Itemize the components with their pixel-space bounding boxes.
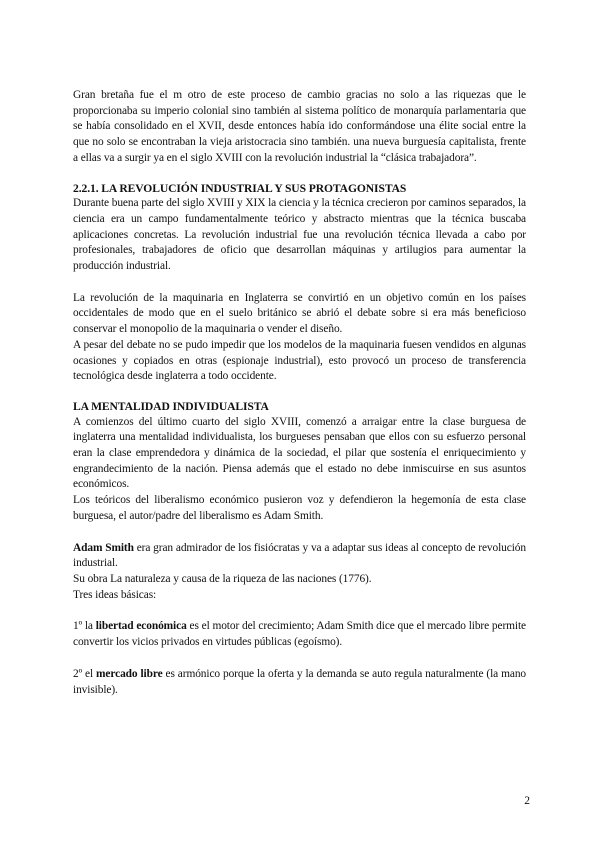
paragraph-adam-smith [73,541,526,572]
adam-smith-name: Adam Smith [73,541,134,554]
adam-smith-text: era gran admirador de los fisiócratas y va a adaptar sus ideas al concepto de revolución industrial. [73,541,526,570]
page-body [73,88,526,698]
paragraph-bourgeois-mentality: A comienzos del último cuarto del siglo XVIII, comenzó a arraigar entre la clase burguesa de inglaterra una mentalidad individualista, los burgueses pensaban que ellos con su esfuerzo personal eran la clase emprendedora y dinámica de la sociedad, el pilar que sostenía el enriquecimiento y engrandecimiento de la nación. Piensa además que el estado no debe inmiscuirse en sus asuntos económicos. [73,415,526,491]
paragraph-liberalism-theorists: Los teóricos del liberalismo económico pusieron voz y defendieron la hegemonía de esta clase burguesa, el autor/padre del liberalismo es Adam Smith. [73,494,526,522]
paragraph-intro: Gran bretaña fue el m otro de este proceso de cambio gracias no solo a las riquezas que le proporcionaba su imperio colonial sino también al sistema político de monarquía parlamentaria que se había consolidado en el XVII, desde entonces había ido conformándose una élite social entre la que no solo se encontraban la vieja aristocracia sino también. una nueva burguesía capitalista, frente a ellas va a surgir ya en el siglo XVIII con la revolución industrial la “clásica trabajadora”. [73,89,526,164]
idea-2-term: mercado libre [96,667,163,680]
idea-1-text: es el motor del crecimiento; Adam Smith dice que el mercado libre permite convertir los vicios privados en virtudes públicas (egoísmo). [73,620,526,649]
paragraph-science-technique: Durante buena parte del siglo XVIII y XIX la ciencia y la técnica crecieron por caminos separados, la ciencia era un campo fundamentalmente teórico y abstracto mientras que la técnica buscaba aplicaciones concretas. La revolución industrial fue una revolución técnica llevada a cabo por profesionales, trabajadores de oficio que desarrollan máquinas y artilugios para aumentar la producción industrial. [73,197,526,273]
idea-2-prefix: 2º el [73,667,97,680]
idea-1-term: libertad económica [95,620,187,633]
idea-2 [73,667,526,698]
page-number: 2 [524,795,530,807]
paragraph-smith-work: Su obra La naturaleza y causa de la riqueza de las naciones (1776). [73,572,372,585]
idea-2-text: es armónico porque la oferta y la demanda se auto regula naturalmente (la mano invisible). [73,667,527,696]
ideas-title: Tres ideas básicas: [73,588,157,601]
paragraph-industrial-espionage: A pesar del debate no se pudo impedir que los modelos de la maquinaria fuesen vendidos en algunas ocasiones y copiados en otras (espionaje industrial), esto provocó un proceso de transferencia tecnológica desde inglaterra a todo occidente. [73,338,526,383]
idea-1-prefix: 1º la [73,620,96,633]
idea-1 [73,619,526,650]
section-heading-industrial-revolution: 2.2.1. LA REVOLUCIÓN INDUSTRIAL Y SUS PROTAGONISTAS [73,181,407,195]
section-heading-individualist-mentality: LA MENTALIDAD INDIVIDUALISTA [73,399,269,413]
paragraph-machinery-revolution: La revolución de la maquinaria en Inglaterra se convirtió en un objetivo común en los países occidentales de modo que en el suelo británico se abrió el debate sobre si era más beneficioso conservar el monopolio de la maquinaria o vender el diseño. [73,291,526,336]
